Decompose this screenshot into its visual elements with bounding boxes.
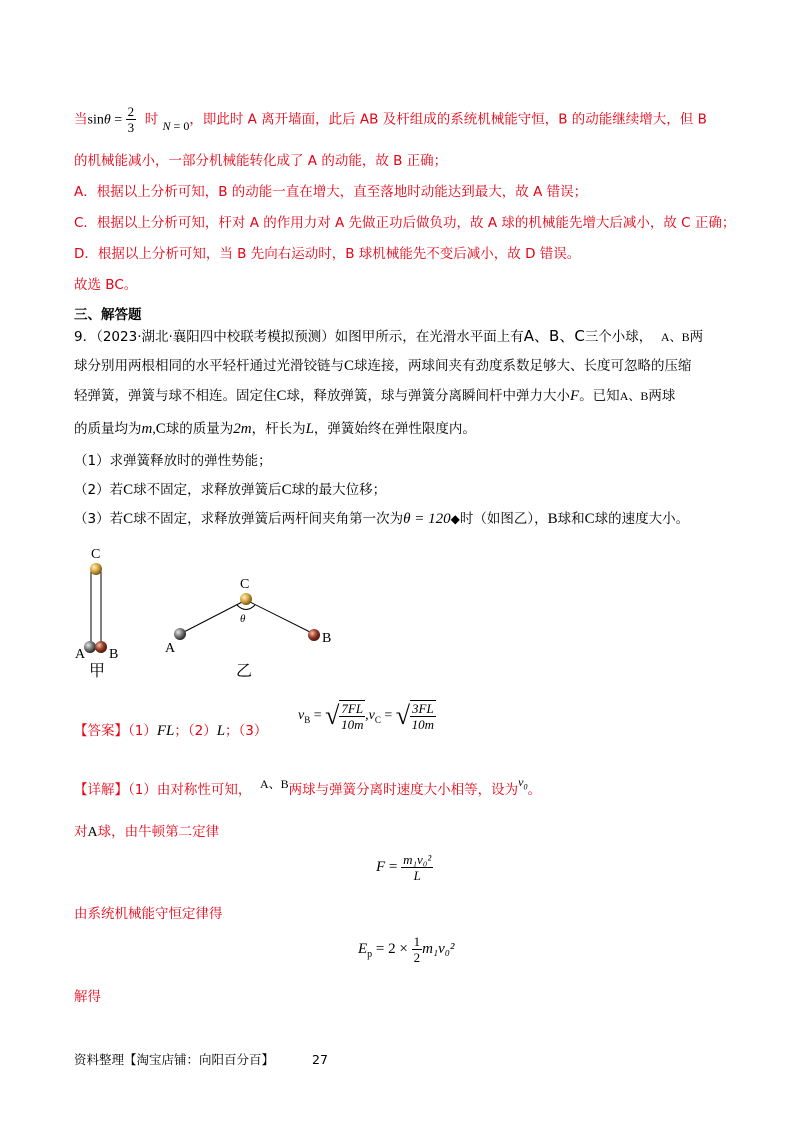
analysis-line-3: A．根据以上分析可知，B 的动能一直在增大，直至落地时动能达到最大，故 A 错误； bbox=[74, 184, 588, 200]
detail-line-4: 解得 bbox=[74, 989, 101, 1005]
energy-conservation-formula: $E_p = 2$ × $\frac{1}{2}$ m₁v₀² bbox=[358, 934, 455, 965]
answer-tag: 【答案】 bbox=[74, 723, 128, 739]
detail-line-2: 对A球，由牛顿第二定律 bbox=[74, 824, 220, 840]
section-title: 三、解答题 bbox=[74, 307, 142, 323]
detail-line-3: 由系统机械能守恒定律得 bbox=[74, 906, 223, 922]
detail-line-1: 【详解】（1）由对称性可知， A、B两球与弹簧分离时速度大小相等，设为$v_0$。 bbox=[74, 775, 541, 798]
sub-question-2: （2）若C球不固定，求释放弹簧后C球的最大位移； bbox=[74, 482, 387, 498]
figure-yi-caption: 乙 bbox=[236, 661, 253, 680]
figure-yi-rod-right bbox=[246, 600, 314, 634]
answer-line: 【答案】（1）FL；（2）L；（3） bbox=[74, 723, 268, 739]
analysis-line-5: D．根据以上分析可知，当 B 先向右运动时，B 球机械能先不变后减小，故 D 错误。 bbox=[74, 246, 581, 262]
analysis-line-2: 的机械能减小，一部分机械能转化成了 A 的动能，故 B 正确； bbox=[74, 153, 448, 169]
analysis-line-1: 当sinθ = $\frac{2}{3}$ 时 N = 0，即此时 A 离开墙面，此后 AB 及杆组成的系统机械能守恒，B 的动能继续增大，但 B bbox=[74, 104, 707, 135]
question-line-4: 的质量均为m,C球的质量为2m，杆长为L，弹簧始终在弹性限度内。 bbox=[74, 421, 476, 437]
fraction-two-thirds: $\frac{2}{3}$ bbox=[127, 104, 135, 135]
figure-yi-rod-left bbox=[180, 600, 246, 634]
newton-second-law-formula: F = $\frac{\text{m₁v₀²}}{L}$ bbox=[376, 852, 432, 883]
physics-figure bbox=[65, 540, 365, 680]
figure-yi-label-a: A bbox=[165, 641, 176, 656]
page-footer bbox=[74, 1050, 328, 1068]
figure-yi-ball-a bbox=[174, 628, 186, 640]
figure-jia-label-c: C bbox=[91, 547, 101, 562]
question-line-1: 9．（2023·湖北·襄阳四中校联考模拟预测）如图甲所示，在光滑水平面上有A、B、C三个小球， A、B两 bbox=[74, 327, 704, 345]
figure-jia-label-a: A bbox=[75, 647, 86, 662]
figure-jia-label-b: B bbox=[109, 647, 119, 662]
figure-jia-ball-c bbox=[90, 563, 102, 575]
figure-yi-theta: θ bbox=[240, 613, 246, 625]
question-line-3: 轻弹簧，弹簧与球不相连。固定住C球，释放弹簧，球与弹簧分离瞬间杆中弹力大小F。已知A、B两球 bbox=[74, 388, 676, 404]
figure-jia-ball-b bbox=[95, 641, 107, 653]
figure-jia-caption: 甲 bbox=[89, 661, 106, 680]
footer-text: 资料整理【淘宝店铺：向阳百分百】 bbox=[74, 1052, 275, 1067]
sub-question-3: （3）若C球不固定，求释放弹簧后两杆间夹角第一次为θ = 120◆时（如图乙），B球和C球的速度大小。 bbox=[74, 511, 690, 527]
figure-yi-ball-b bbox=[308, 629, 320, 641]
detail-tag: 【详解】 bbox=[74, 782, 128, 798]
figure-yi-label-c: C bbox=[240, 577, 250, 592]
sub-question-1: （1）求弹簧释放时的弹性势能； bbox=[74, 453, 272, 469]
analysis-line-6: 故选 BC。 bbox=[74, 277, 138, 293]
analysis-line-4: C．根据以上分析可知，杆对 A 的作用力对 A 先做正功后做负功，故 A 球的机械能先增大后减小，故 C 正确； bbox=[74, 215, 736, 231]
figure-yi-ball-c bbox=[240, 593, 252, 605]
answer-velocity-formula: $v_B$ = √ $\frac{7FL}{10m}$ $,v_C$ = √ $\frac{3FL}{10m}$ bbox=[298, 701, 435, 732]
figure-yi-angle-arc bbox=[237, 605, 255, 610]
figure-yi-label-b: B bbox=[322, 631, 332, 646]
page-number: 27 bbox=[312, 1052, 328, 1067]
figure-jia-ball-a bbox=[84, 641, 96, 653]
question-line-2: 球分别用两根相同的水平轻杆通过光滑铰链与C球连接，两球间夹有劲度系数足够大、长度可忽略的压缩 bbox=[74, 358, 692, 374]
